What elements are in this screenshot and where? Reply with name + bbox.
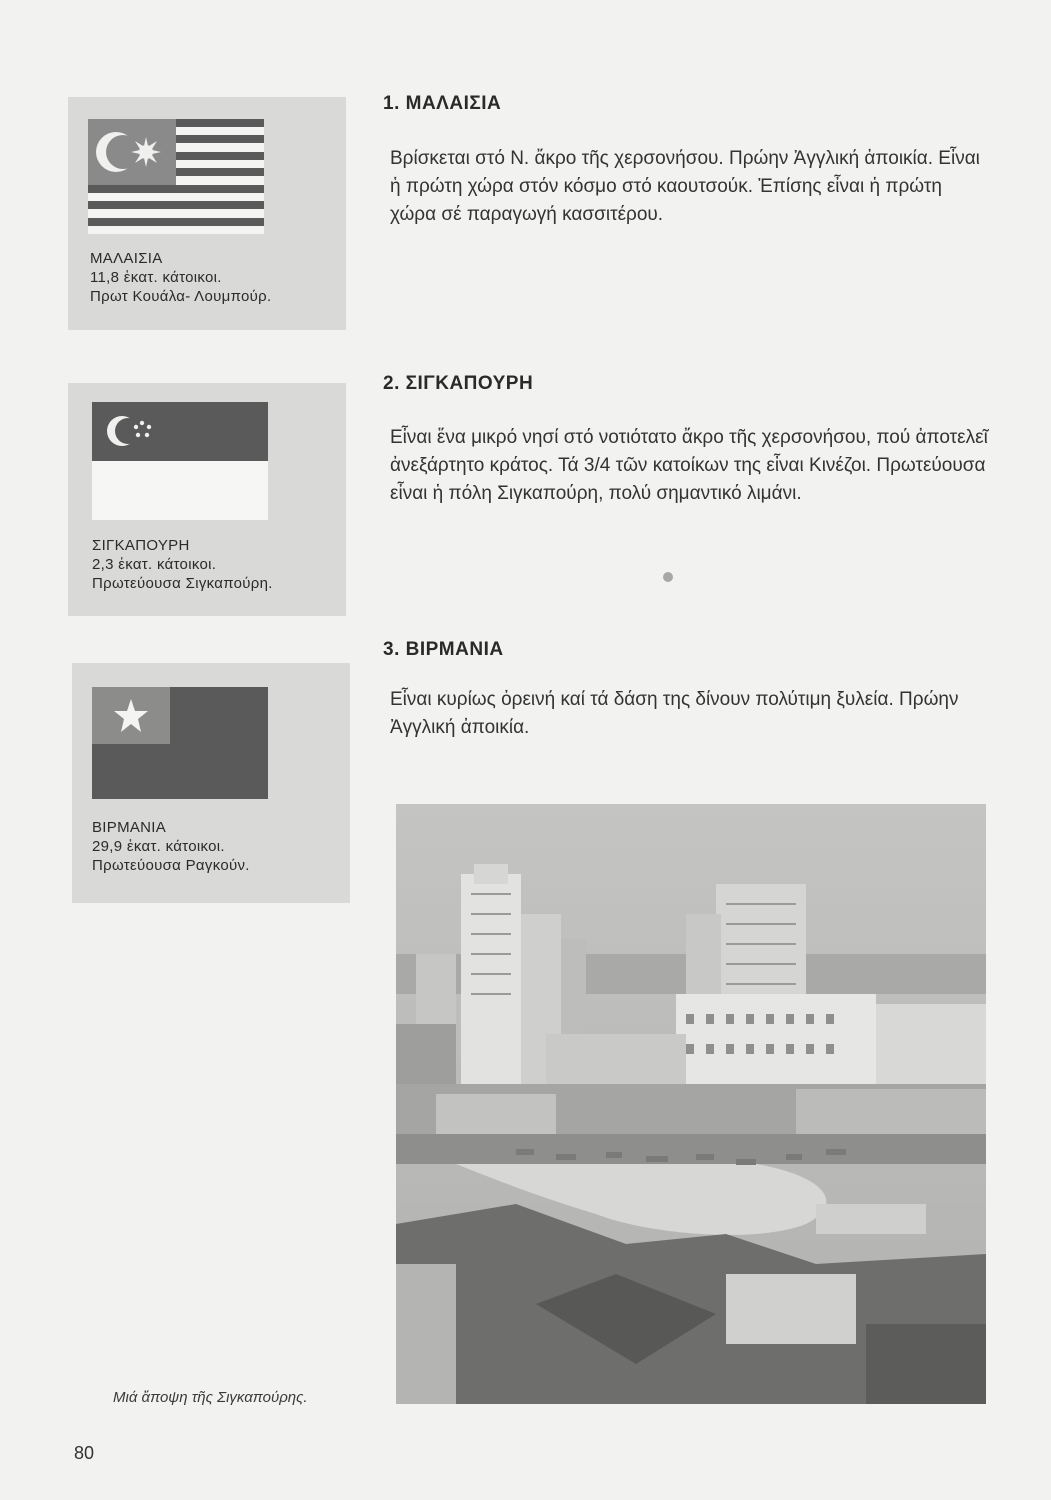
country-name: ΒΙΡΜΑΝΙΑ <box>92 819 167 836</box>
country-name: ΣΙΓΚΑΠΟΥΡΗ <box>92 537 190 554</box>
section-heading-burma: 3. ΒΙΡΜΑΝΙΑ <box>383 639 504 660</box>
malaysia-flag <box>88 119 264 234</box>
section-heading-malaysia: 1. ΜΑΛΑΙΣΙΑ <box>383 93 502 114</box>
population: 29,9 ἑκατ. κάτοικοι. <box>92 838 225 855</box>
burma-info-card <box>72 663 350 903</box>
photo-caption: Μιά ἄποψη τῆς Σιγκαπούρης. <box>113 1389 308 1406</box>
capital: Πρωτεύουσα Ραγκούν. <box>92 857 250 874</box>
population: 11,8 ἑκατ. κάτοικοι. <box>90 269 222 286</box>
country-name: ΜΑΛΑΙΣΙΑ <box>90 250 163 267</box>
burma-flag <box>92 687 268 799</box>
section-text-singapore: Εἶναι ἕνα μικρό νησί στό νοτιότατο ἄκρο τῆς χερσονήσου, πού ἀποτελεῖ ἀνεξάρτητο κράτος. Τά 3/4 τῶν κατοίκων της εἶναι Κινέζοι. Πρωτεύουσα εἶναι ἡ πόλη Σιγκαπούρη, πολύ σημαντικό λιμάνι. <box>390 427 988 504</box>
section-text-malaysia: Βρίσκεται στό Ν. ἄκρο τῆς χερσονήσου. Πρώην Ἀγγλική ἀποικία. Εἶναι ἡ πρώτη χώρα στόν κόσμο στό καουτσούκ. Ἐπίσης εἶναι ἡ πρώτη χώρα σέ παραγωγή κασσιτέρου. <box>390 148 980 225</box>
page-number: 80 <box>74 1443 95 1463</box>
singapore-caption <box>92 536 273 593</box>
population: 2,3 ἑκατ. κάτοικοι. <box>92 556 217 573</box>
section-text-burma: Εἶναι κυρίως ὀρεινή καί τά δάση της δίνουν πολύτιμη ξυλεία. Πρώην Ἀγγλική ἀποικία. <box>390 689 959 738</box>
capital: Πρωτ Κουάλα- Λουμπούρ. <box>90 288 272 305</box>
burma-caption <box>92 818 250 875</box>
bullet-dot <box>663 572 673 582</box>
malaysia-caption <box>90 249 271 306</box>
singapore-info-card <box>68 383 346 616</box>
singapore-flag <box>92 402 268 520</box>
malaysia-info-card <box>68 97 346 330</box>
capital: Πρωτεύουσα Σιγκαπούρη. <box>92 575 273 592</box>
section-heading-singapore: 2. ΣΙΓΚΑΠΟΥΡΗ <box>383 373 534 394</box>
singapore-cityscape-photo <box>396 804 986 1404</box>
